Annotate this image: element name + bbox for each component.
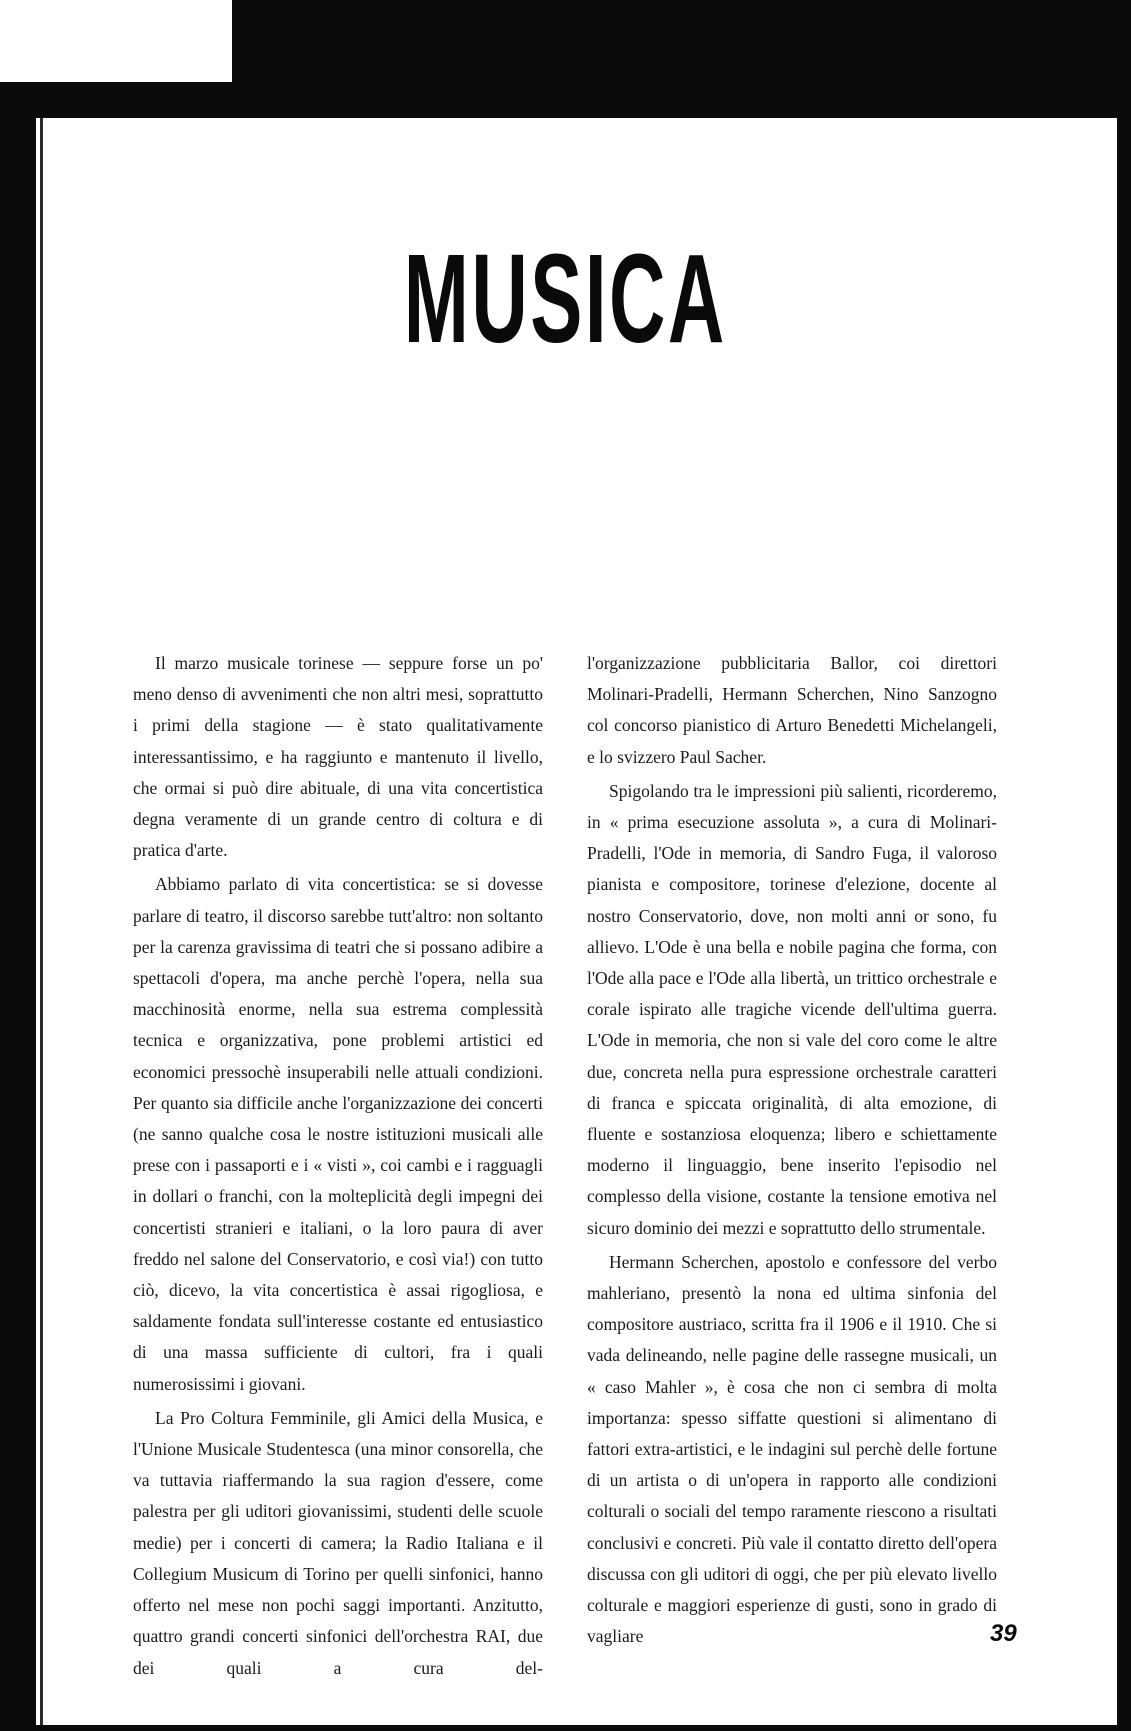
scan-left-border xyxy=(0,118,36,1731)
paragraph: La Pro Coltura Femminile, gli Amici della Musica, e l'Unione Musicale Studentesca (una minor consorella, che va tuttavia riaffermando la sua ragion d'essere, come palestra per gli uditori giovanissimi, studenti delle scuole medie) per i concerti di camera; la Radio Italiana e il Collegium Musicum di Torino per quelli sinfonici, hanno offerto nel mese non pochi saggi importanti. Anzitutto, quattro grandi concerti sinfonici dell'orchestra RAI, due dei quali a cura del- xyxy=(133,1407,543,1678)
paragraph: Abbiamo parlato di vita concertistica: se si dovesse parlare di teatro, il discorso sarebbe tutt'altro: non soltanto per la carenza gravissima di teatri che si possano adibire a spettacoli d'opera, ma anche perchè l'opera, nella sua macchinosità enorme, nella sua estrema complessità tecnica e organizzativa, pone problemi artistici ed economici pressochè insuperabili nelle attuali condizioni. Per quanto sia difficile anche l'organizzazione dei concerti (ne sanno qualche cosa le nostre istituzioni musicali alle prese con i passaporti e i « visti », coi cambi e i ragguagli in dollari o franchi, con la molteplicità degli impegni dei concertisti stranieri e italiani, o la loro paura di aver freddo nel salone del Conservatorio, e così via!) con tutto ciò, dicevo, la vita concertistica è assai rigogliosa, e saldamente fondata sull'interesse costante ed entusiastico di una massa sufficiente di cultori, fra i quali numerosissimi i giovani. xyxy=(133,874,543,1394)
scan-bottom-border xyxy=(0,1725,1131,1731)
scan-top-left-paper xyxy=(0,0,232,83)
paragraph: Hermann Scherchen, apostolo e confessore del verbo mahleriano, presentò la nona ed ultima sinfonia del compositore austriaco, scritta fra il 1906 e il 1910. Che si vada delineando, nelle pagine delle rassegne musicali, un « caso Mahler », è cosa che non ci sembra di molta importanza: spesso siffatte questioni si alimentano di fattori extra-artistici, e le indagini sul perchè delle fortune di un artista o di un'opera in rapporto alle condizioni colturali o sociali del tempo raramente riescono a risultati conclusivi e concreti. Più vale il contatto diretto dell'opera discussa con gli uditori di oggi, che per più elevato livello colturale e maggiori esperienze di gusti, sono in grado di vagliare xyxy=(587,1251,997,1647)
scan-right-border xyxy=(1117,118,1131,1731)
page-number: 39 xyxy=(990,1620,1017,1647)
scan-left-edge-line xyxy=(40,118,43,1731)
paragraph: l'organizzazione pubblicitaria Ballor, coi direttori Molinari-Pradelli, Hermann Scherchen, Nino Sanzogno col concorso pianistico di Arturo Benedetti Michelangeli, e lo svizzero Paul Sacher. xyxy=(587,653,997,767)
right-column xyxy=(587,648,997,1653)
scan-top-dark-border xyxy=(232,0,1131,118)
paragraph: Spigolando tra le impressioni più salienti, ricorderemo, in « prima esecuzione assoluta », a cura di Molinari-Pradelli, l'Ode in memoria, di Sandro Fuga, il valoroso pianista e compositore, torinese d'elezione, docente al nostro Conservatorio, dove, non molti anni or sono, fu allievo. L'Ode è una bella e nobile pagina che forma, con l'Ode alla pace e l'Ode alla libertà, un trittico orchestrale e corale ispirato alle tragiche vicende dell'ultima guerra. L'Ode in memoria, che non si vale del coro come le altre due, concreta nella pura espressione orchestrale caratteri di franca e spiccata originalità, di alta emozione, di fluente e sostanziosa eloquenza; libero e schiettamente moderno il linguaggio, bene inserito l'episodio nel complesso della visione, costante la tensione emotiva nel sicuro dominio dei mezzi e soprattutto dello strumentale. xyxy=(587,780,997,1238)
scan-top-left-dark-border xyxy=(0,82,232,118)
paragraph: Il marzo musicale torinese — seppure forse un po' meno denso di avvenimenti che non altri mesi, soprattutto i primi della stagione — è stato qualitativamente interessantissimo, e ha raggiunto e mantenuto il livello, che ormai si può dire abituale, di una vita concertistica degna veramente di un grande centro di coltura e di pratica d'arte. xyxy=(133,653,543,861)
left-column xyxy=(133,648,543,1684)
page-title: MUSICA xyxy=(403,228,727,370)
